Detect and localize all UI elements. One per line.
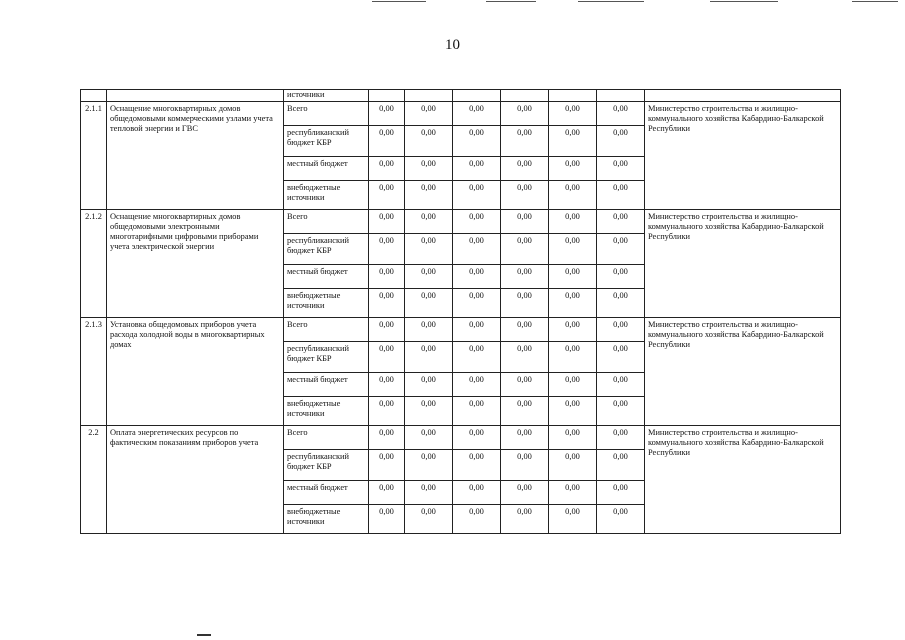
table-body — [81, 90, 841, 534]
amount-cell: 0,00 — [405, 289, 453, 318]
measure-title: Оплата энергетических ресурсов по фактическим показаниям приборов учета — [107, 426, 284, 534]
table-row — [81, 210, 841, 234]
continuation-row — [81, 90, 841, 102]
executor-cell: Министерство строительства и жилищно-коммунального хозяйства Кабардино-Балкарской Республики — [645, 102, 841, 210]
cell-empty — [597, 90, 645, 102]
amount-cell: 0,00 — [597, 426, 645, 450]
amount-cell: 0,00 — [405, 450, 453, 481]
amount-cell: 0,00 — [405, 318, 453, 342]
amount-cell: 0,00 — [369, 481, 405, 505]
amount-cell: 0,00 — [369, 318, 405, 342]
source-cell: местный бюджет — [284, 265, 369, 289]
amount-cell: 0,00 — [501, 373, 549, 397]
source-cell: республиканский бюджет КБР — [284, 126, 369, 157]
amount-cell: 0,00 — [597, 289, 645, 318]
amount-cell: 0,00 — [501, 181, 549, 210]
amount-cell: 0,00 — [549, 157, 597, 181]
amount-cell: 0,00 — [453, 234, 501, 265]
amount-cell: 0,00 — [369, 289, 405, 318]
amount-cell: 0,00 — [369, 157, 405, 181]
measure-title: Установка общедомовых приборов учета расхода холодной воды в многоквартирных домах — [107, 318, 284, 426]
amount-cell: 0,00 — [549, 397, 597, 426]
amount-cell: 0,00 — [549, 481, 597, 505]
amount-cell: 0,00 — [597, 265, 645, 289]
table-row — [81, 318, 841, 342]
source-cell: местный бюджет — [284, 157, 369, 181]
item-number: 2.2 — [81, 426, 107, 534]
amount-cell: 0,00 — [453, 210, 501, 234]
amount-cell: 0,00 — [597, 373, 645, 397]
amount-cell: 0,00 — [453, 373, 501, 397]
cell-empty — [645, 90, 841, 102]
amount-cell: 0,00 — [597, 181, 645, 210]
amount-cell: 0,00 — [369, 210, 405, 234]
amount-cell: 0,00 — [369, 342, 405, 373]
measure-title: Оснащение многоквартирных домов общедомовыми коммерческими узлами учета тепловой энергии и ГВС — [107, 102, 284, 210]
amount-cell: 0,00 — [369, 450, 405, 481]
amount-cell: 0,00 — [501, 342, 549, 373]
amount-cell: 0,00 — [369, 426, 405, 450]
funding-table — [80, 89, 841, 534]
amount-cell: 0,00 — [405, 210, 453, 234]
amount-cell: 0,00 — [597, 397, 645, 426]
amount-cell: 0,00 — [597, 234, 645, 265]
amount-cell: 0,00 — [369, 373, 405, 397]
source-cell: внебюджетные источники — [284, 505, 369, 534]
page-number: 10 — [445, 37, 460, 53]
amount-cell: 0,00 — [405, 157, 453, 181]
executor-cell: Министерство строительства и жилищно-коммунального хозяйства Кабардино-Балкарской Республики — [645, 318, 841, 426]
executor-cell: Министерство строительства и жилищно-коммунального хозяйства Кабардино-Балкарской Республики — [645, 426, 841, 534]
amount-cell: 0,00 — [369, 102, 405, 126]
source-cell: Всего — [284, 318, 369, 342]
executor-cell: Министерство строительства и жилищно-коммунального хозяйства Кабардино-Балкарской Республики — [645, 210, 841, 318]
source-cell: Всего — [284, 426, 369, 450]
amount-cell: 0,00 — [549, 234, 597, 265]
cell-empty — [453, 90, 501, 102]
amount-cell: 0,00 — [453, 265, 501, 289]
amount-cell: 0,00 — [501, 126, 549, 157]
cell-empty — [369, 90, 405, 102]
amount-cell: 0,00 — [549, 426, 597, 450]
source-cell: внебюджетные источники — [284, 181, 369, 210]
source-cell: внебюджетные источники — [284, 289, 369, 318]
source-cell: республиканский бюджет КБР — [284, 234, 369, 265]
scan-artifact — [710, 1, 778, 2]
source-cell: Всего — [284, 102, 369, 126]
amount-cell: 0,00 — [453, 450, 501, 481]
amount-cell: 0,00 — [549, 126, 597, 157]
amount-cell: 0,00 — [405, 265, 453, 289]
amount-cell: 0,00 — [549, 342, 597, 373]
amount-cell: 0,00 — [453, 318, 501, 342]
scan-artifact — [852, 1, 898, 2]
cell-empty — [405, 90, 453, 102]
amount-cell: 0,00 — [501, 157, 549, 181]
amount-cell: 0,00 — [405, 373, 453, 397]
measure-title: Оснащение многоквартирных домов общедомовыми электронными многотарифными цифровыми приборами учета электрической энергии — [107, 210, 284, 318]
source-cell: республиканский бюджет КБР — [284, 450, 369, 481]
item-number: 2.1.1 — [81, 102, 107, 210]
amount-cell: 0,00 — [549, 265, 597, 289]
amount-cell: 0,00 — [597, 481, 645, 505]
scan-artifact — [578, 1, 644, 2]
amount-cell: 0,00 — [405, 397, 453, 426]
amount-cell: 0,00 — [405, 481, 453, 505]
amount-cell: 0,00 — [597, 210, 645, 234]
amount-cell: 0,00 — [597, 102, 645, 126]
amount-cell: 0,00 — [405, 505, 453, 534]
amount-cell: 0,00 — [453, 289, 501, 318]
amount-cell: 0,00 — [549, 210, 597, 234]
amount-cell: 0,00 — [453, 181, 501, 210]
table-row — [81, 426, 841, 450]
amount-cell: 0,00 — [405, 426, 453, 450]
amount-cell: 0,00 — [549, 373, 597, 397]
amount-cell: 0,00 — [501, 481, 549, 505]
amount-cell: 0,00 — [453, 426, 501, 450]
scan-artifact — [372, 1, 426, 2]
amount-cell: 0,00 — [453, 126, 501, 157]
amount-cell: 0,00 — [405, 126, 453, 157]
amount-cell: 0,00 — [597, 342, 645, 373]
amount-cell: 0,00 — [501, 450, 549, 481]
source-cell: местный бюджет — [284, 481, 369, 505]
amount-cell: 0,00 — [369, 234, 405, 265]
amount-cell: 0,00 — [453, 481, 501, 505]
amount-cell: 0,00 — [597, 318, 645, 342]
amount-cell: 0,00 — [369, 265, 405, 289]
amount-cell: 0,00 — [597, 157, 645, 181]
amount-cell: 0,00 — [369, 505, 405, 534]
amount-cell: 0,00 — [405, 102, 453, 126]
amount-cell: 0,00 — [597, 505, 645, 534]
cell-empty — [501, 90, 549, 102]
amount-cell: 0,00 — [453, 505, 501, 534]
amount-cell: 0,00 — [549, 181, 597, 210]
amount-cell: 0,00 — [369, 397, 405, 426]
amount-cell: 0,00 — [549, 318, 597, 342]
amount-cell: 0,00 — [549, 450, 597, 481]
amount-cell: 0,00 — [453, 342, 501, 373]
amount-cell: 0,00 — [501, 505, 549, 534]
amount-cell: 0,00 — [501, 234, 549, 265]
item-number: 2.1.3 — [81, 318, 107, 426]
cell-empty — [107, 90, 284, 102]
cell-empty — [81, 90, 107, 102]
amount-cell: 0,00 — [549, 102, 597, 126]
source-cell: внебюджетные источники — [284, 397, 369, 426]
amount-cell: 0,00 — [453, 397, 501, 426]
amount-cell: 0,00 — [501, 102, 549, 126]
source-cell: источники — [284, 90, 369, 102]
amount-cell: 0,00 — [405, 234, 453, 265]
amount-cell: 0,00 — [405, 181, 453, 210]
scan-artifact — [197, 634, 211, 636]
source-cell: республиканский бюджет КБР — [284, 342, 369, 373]
amount-cell: 0,00 — [453, 102, 501, 126]
amount-cell: 0,00 — [405, 342, 453, 373]
amount-cell: 0,00 — [501, 289, 549, 318]
amount-cell: 0,00 — [453, 157, 501, 181]
scan-artifact — [486, 1, 536, 2]
amount-cell: 0,00 — [549, 505, 597, 534]
amount-cell: 0,00 — [597, 126, 645, 157]
amount-cell: 0,00 — [501, 210, 549, 234]
item-number: 2.1.2 — [81, 210, 107, 318]
cell-empty — [549, 90, 597, 102]
table-row — [81, 102, 841, 126]
source-cell: Всего — [284, 210, 369, 234]
amount-cell: 0,00 — [597, 450, 645, 481]
amount-cell: 0,00 — [501, 318, 549, 342]
amount-cell: 0,00 — [369, 181, 405, 210]
amount-cell: 0,00 — [501, 265, 549, 289]
amount-cell: 0,00 — [549, 289, 597, 318]
amount-cell: 0,00 — [501, 397, 549, 426]
amount-cell: 0,00 — [369, 126, 405, 157]
amount-cell: 0,00 — [501, 426, 549, 450]
source-cell: местный бюджет — [284, 373, 369, 397]
